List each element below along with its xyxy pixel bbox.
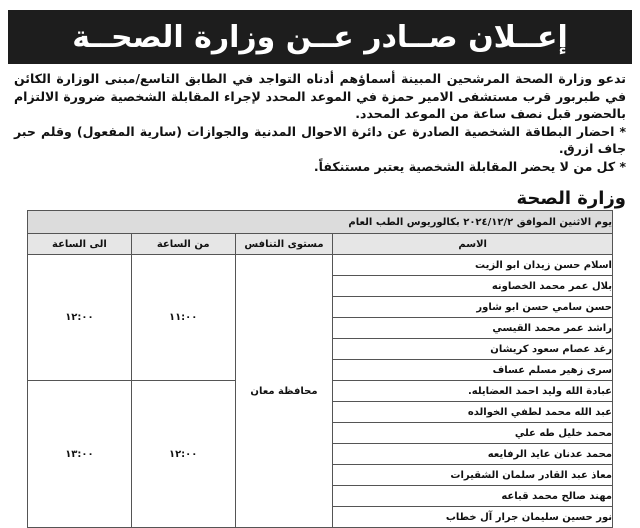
intro-paragraph: تدعو وزارة الصحة المرشحين المبينة أسماؤهم أدناه التواجد في الطابق التاسع/مبنى الوزارة الكائن في طبربور قرب مستشفى الامير حمزة في الموعد المحدد لإجراء المقابلة الشخصية ضرورة الالتزام بالحضور قبل نصف ساعة من الموعد المحدد. — [14, 71, 626, 121]
candidate-name: بلال عمر محمد الخصاونه — [333, 276, 613, 297]
candidate-name: محمد خليل طه علي — [333, 423, 613, 444]
candidate-name: عبد الله محمد لطفي الخوالده — [333, 402, 613, 423]
interview-schedule-table — [27, 210, 613, 528]
to-time-group2: ١٣:٠٠ — [28, 381, 132, 528]
table-title-row — [28, 211, 613, 234]
candidate-name: رغد عصام سعود كريشان — [333, 339, 613, 360]
from-time-group1: ١١:٠٠ — [131, 255, 235, 381]
col-header-to: الى الساعة — [28, 234, 132, 255]
from-time-group2: ١٢:٠٠ — [131, 381, 235, 528]
table-header-row — [28, 234, 613, 255]
col-header-name: الاسم — [333, 234, 613, 255]
candidate-name: حسن سامي حسن ابو شاور — [333, 297, 613, 318]
competition-level: محافظة معان — [235, 255, 333, 528]
ministry-name: وزارة الصحة — [516, 188, 626, 209]
candidate-name: محمد عدنان عايد الرفايعه — [333, 444, 613, 465]
candidate-name: معاذ عبد القادر سلمان الشقيرات — [333, 465, 613, 486]
col-header-level: مستوى التنافس — [235, 234, 333, 255]
to-time-group1: ١٢:٠٠ — [28, 255, 132, 381]
table-title: يوم الاثنين الموافق ٢٠٢٤/١٢/٢ بكالوريوس الطب العام — [28, 211, 613, 234]
intro-text — [14, 70, 626, 175]
candidate-name: اسلام حسن زيدان ابو الزيت — [333, 255, 613, 276]
announcement-title: إعــلان صــادر عــن وزارة الصحــة — [72, 19, 568, 55]
candidate-name: نور حسين سليمان جرار آل خطاب — [333, 507, 613, 528]
requirement-id-pen: * احضار البطاقة الشخصية الصادرة عن دائرة الاحوال المدنية والجوازات (سارية المفعول) وقلم حبر جاف ازرق. — [14, 123, 626, 156]
candidate-name: سرى زهير مسلم عساف — [333, 360, 613, 381]
candidate-name: عبادة الله وليد احمد العضايله. — [333, 381, 613, 402]
candidate-name: مهند صالح محمد قباعه — [333, 486, 613, 507]
table-row — [28, 255, 613, 276]
candidate-name: راشد عمر محمد القيسي — [333, 318, 613, 339]
announcement-header — [8, 10, 632, 64]
requirement-attendance: * كل من لا يحضر المقابلة الشخصية يعتبر مستنكفاً. — [313, 158, 626, 174]
col-header-from: من الساعة — [131, 234, 235, 255]
